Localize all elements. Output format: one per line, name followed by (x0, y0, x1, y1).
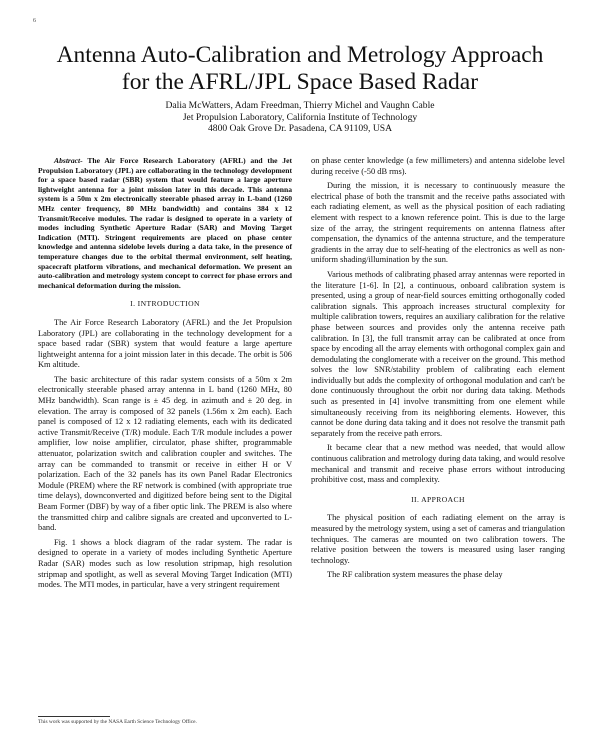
approach-paragraph-1: The physical position of each radiating element on the array is measured by the metrology system, using a set of cameras and triangulation techniques. The cameras are mounted on two calibration towers. The relative position between the towers is measured using laser ranging technology. (311, 513, 565, 565)
author-names: Dalia McWatters, Adam Freedman, Thierry Michel and Vaughn Cable (165, 100, 435, 111)
intro-paragraph-6: It became clear that a new method was needed, that would allow continuous calibration and metrology during data taking, and would resolve mechanical and transmit and receive phase errors without introducing prohibitive cost, mass and complexity. (311, 443, 565, 485)
intro-paragraph-3: Fig. 1 shows a block diagram of the radar system. The radar is designed to operate in a variety of modes including Synthetic Aperture Radar (SAR) modes such as low resolution stripmap, high resolution stripmap and spotlight, as well as several Moving Target Indication (MTI) modes. The MTI modes, in particular, have a very stringent requirement (38, 537, 292, 590)
left-column (38, 156, 292, 595)
approach-paragraph-2: The RF calibration system measures the phase delay (327, 570, 503, 580)
section-heading-approach: II. APPROACH (411, 494, 465, 504)
intro-paragraph-5: Various methods of calibrating phased array antennas were reported in the literature [1-6]. In [2], a continuous, onboard calibration system is presented, using a group of near-field sources emitting orthogonally coded calibration signals. This approach increases structural complexity for multiple calibration towers, requires an auxiliary calibration for the relative phase between sources and provides only the antenna receive path calibration. In [3], the full transmit array can be calibrated at once from space by encoding all the array elements with orthogonal complex gain and demodulating the conglomerate with a receiver on the ground. This method solves the low SNR/stability problem of calibrating each element individually but adds the complexity of orthogonal modulation and can't be done continuously throughout the orbit nor during data taking. Methods such as presented in [4] involve transmitting from one element while simultaneously receiving from its neighboring elements. However, this cannot be done during data taking and it does not resolve the transmit path separately from the receive path errors. (311, 269, 565, 438)
author-affiliation: Jet Propulsion Laboratory, California Institute of Technology (182, 111, 418, 123)
intro-paragraph-4: During the mission, it is necessary to continuously measure the electrical phase of both the transmit and the receive paths associated with each radiating element, as well as the physical position of each radiating element with respect to a known reference point. This is due to the large size of the array, the stringent requirements on antenna flatness after compensation, the dynamics of the antenna structure, and the temperature gradients in the array due to self-heating of the electronics as well as non-uniform shading/illumination by the sun. (311, 181, 565, 265)
paper-title: Antenna Auto-Calibration and Metrology Approach for the AFRL/JPL Space Based Radar (56, 42, 544, 95)
right-column (311, 156, 565, 585)
intro-paragraph-continued: on phase center knowledge (a few millimeters) and antenna sidelobe level during receive (-50 dB rms). (311, 156, 565, 176)
author-block (40, 100, 560, 135)
intro-paragraph-1: The Air Force Research Laboratory (AFRL) and the Jet Propulsion Laboratory (JPL) are collaborating in the technology development for a space based radar (SBR) system that would feature a large aperture lightweight antenna for a joint mission later in this decade. The orbit is 506 Km altitude. (38, 317, 292, 370)
abstract (38, 156, 292, 290)
abstract-text: The Air Force Research Laboratory (AFRL) and the Jet Propulsion Laboratory (JPL) are collaborating in the technology development for a space based radar (SBR) system that would feature a large aperture lightweight antenna for a joint mission later in this decade. This antenna system is a 50m x 2m electronically steerable phased array in L-band (1260 MHz center frequency, 80 MHz bandwidth) and contains 384 x 12 Transmit/Receive modules. The radar is designed to operate in a variety of modes including Synthetic Aperture Radar (SAR) and Moving Target Indication (MTI). Stringent requirements are placed on phase center knowledge and antenna sidelobe levels during a data take, in the presence of temperature changes due to the orbital thermal environment, self heating, spacecraft platform vibrations, and mechanical deformation. We present an auto-calibration and metrology system concept to correct for phase errors and mechanical deformation during the mission. (38, 156, 292, 290)
section-heading-introduction: I. INTRODUCTION (130, 299, 200, 309)
author-address: 4800 Oak Grove Dr. Pasadena, CA 91109, USA (207, 123, 393, 134)
footnote-rule (38, 716, 110, 717)
footnote: This work was supported by the NASA Earth Science Technology Office. (38, 719, 197, 725)
page-corner-mark: 6 (33, 18, 36, 24)
abstract-label: Abstract- (54, 156, 83, 165)
intro-paragraph-2: The basic architecture of this radar system consists of a 50m x 2m electronically steerable phased array antenna in L band (1260 MHz, 80 MHz bandwidth). Scan range is ± 45 deg. in azimuth and ± 20 deg. in elevation. The array is composed of 32 panels (1.56m x 2m each). Each panel is composed of 12 x 12 radiating elements, each with its dedicated active Transmit/Receive (T/R) module. Each T/R module includes a power amplifier, low noise amplifier, circulator, phase shifter, programmable attenuator, polarization switch and calibration coupler and switches. The array can be commanded to transmit or receive in either H or V polarization. Each of the 32 panels has its own Panel Radar Electronics Module (PREM) where the RF network is combined (with appropriate true time delays), downconverted and digitized before being sent to the Digital Beam Former (DBF) by way of a fiber optic link. The PREM is also where the transmitted chirp and calibre signals are created and upconverted to L-band. (38, 374, 292, 533)
